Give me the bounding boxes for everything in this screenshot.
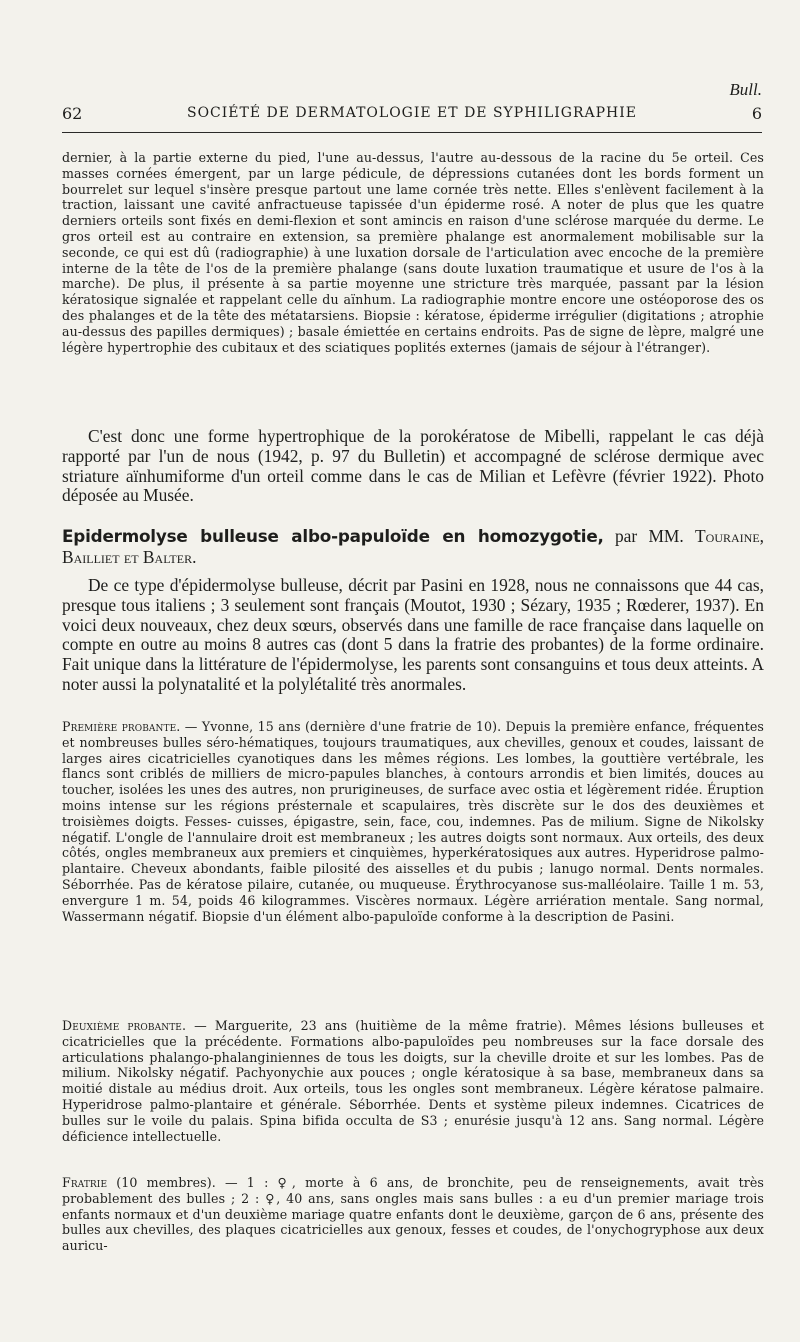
running-title: SOCIÉTÉ DE DERMATOLOGIE ET DE SYPHILIGRAPHIE <box>186 105 637 121</box>
header-rule <box>62 132 762 133</box>
bulletin-marker: Bull. <box>729 80 762 99</box>
second-proband-label: Deuxième probante. <box>62 1018 187 1033</box>
second-proband-paragraph <box>62 1018 764 1144</box>
byline-prefix: par MM. <box>614 526 684 546</box>
page-number: 62 <box>62 104 83 123</box>
first-proband-paragraph <box>62 719 764 924</box>
article-heading <box>62 526 764 568</box>
case-continuation-paragraph: dernier, à la partie externe du pied, l'une au-dessus, l'autre au-dessous de la racine du 5e orteil. Ces masses cornées émergent, par un large pédicule, de dépressions cutanées dont les bords forment un bourrelet sur lequel s'insère presque partout une lame cornée très nette. Elles s'enlèvent facilement à la traction, laissant une cavité anfractueuse tapissée d'un épiderme rosé. A noter de plus que les quatre derniers orteils sont fixés en demi-flexion et sont amincis en raison d'une sclérose marquée du derme. Le gros orteil est au contraire en extension, sa première phalange est anormalement mobilisable sur la seconde, ce qui est dû (radiographie) à une luxation dorsale de l'articulation avec encoche de la première interne de la tête de l'os de la première phalange (sans doute luxation traumatique et usure de l'os à la marche). De plus, il présente à sa partie moyenne une stricture très marquée, passant par la lésion kératosique signalée et rappelant celle du aïnhum. La radiographie montre encore une ostéoporose des os des phalanges et de la tête des métatarsiens. Biopsie : kératose, épiderme irrégulier (digitations ; atrophie au-dessus des papilles dermiques) ; basale émiettée en certains endroits. Pas de signe de lèpre, malgré une légère hypertrophie des cubitaux et des sciatiques poplités externes (jamais de séjour à l'étranger). <box>62 150 764 355</box>
article-title: Epidermolyse bulleuse albo-papuloïde en homozygotie, <box>62 526 604 546</box>
second-proband-text: — Marguerite, 23 ans (huitième de la même fratrie). Mêmes lésions bulleuses et cicatricielles que la précédente. Formations albo-papuloïdes peu nombreuses sur la face dorsale des articulations phalango-phalanginiennes de tous les doigts, sur la cheville droite et sur les lombes. Pas de milium. Nikolsky négatif. Pachyonychie aux pouces ; ongle kératosique à sa base, membraneux dans sa moitié distale au médius droit. Aux orteils, tous les ongles sont membraneux. Légère kératose palmaire. Hyperidrose palmo-plantaire et générale. Séborrhée. Dents et système pileux indemnes. Cicatrices de bulles sur le voile du palais. Spina bifida occulta de S3 ; enurésie jusqu'à 12 ans. Sang normal. Légère déficience intellectuelle. <box>62 1018 764 1144</box>
conclusion-paragraph: C'est donc une forme hypertrophique de la porokératose de Mibelli, rappelant le cas déjà rapporté par l'un de nous (1942, p. 97 du Bulletin) et accompagné de sclérose dermique avec striature aïnhumiforme d'un orteil comme dans le cas de Milian et Lefèvre (février 1922). Photo déposée au Musée. <box>62 426 764 506</box>
first-proband-label: Première probante. <box>62 719 181 734</box>
first-proband-text: — Yvonne, 15 ans (dernière d'une fratrie de 10). Depuis la première enfance, fréquentes et nombreuses bulles séro-hématiques, toujours traumatiques, aux chevilles, genoux et coudes, laissant de larges aires cicatricielles cyanotiques dans les mêmes régions. Les lombes, la gouttière vertébrale, les flancs sont criblés de milliers de micro-papules blanches, à contours arrondis et bien limités, douces au toucher, isolées les unes des autres, non prurigineuses, de surface avec ostia et légèrement ridée. Éruption moins intense sur les régions présternale et scapulaires, très discrète sur le dos des deuxièmes et troisièmes doigts. Fesses- cuisses, épigastre, sein, face, cou, indemnes. Pas de milium. Signe de Nikolsky négatif. L'ongle de l'annulaire droit est membraneux ; les autres doigts sont normaux. Aux orteils, des deux côtés, ongles membraneux aux premiers et cinquièmes, hyperkératosiques aux autres. Hyperidrose palmo-plantaire. Cheveux abondants, faible pilosité des aisselles et du pubis ; lanugo normal. Dents normales. Séborrhée. Pas de kératose pilaire, cutanée, ou muqueuse. Érythrocyanose sus-malléolaire. Taille 1 m. 53, envergure 1 m. 54, poids 46 kilogrammes. Viscères normaux. Légère arriération mentale. Sang normal, Wassermann négatif. Biopsie d'un élément albo-papuloïde conforme à la description de Pasini. <box>62 719 764 924</box>
article-authors: Touraine, Bailliet et Balter. <box>62 526 764 567</box>
fratrie-text: (10 membres). — 1 : ♀, morte à 6 ans, de bronchite, peu de renseignements, avait très probablement des bulles ; 2 : ♀, 40 ans, sans ongles mais sans bulles : a eu d'un premier mariage trois enfants normaux et d'un deuxième mariage quatre enfants dont le deuxième, garçon de 6 ans, présente des bulles aux chevilles, des plaques cicatricielles aux genoux, fesses et coudes, de l'onychogryphose aux deux auricu- <box>62 1175 764 1254</box>
intro-paragraph: De ce type d'épidermolyse bulleuse, décrit par Pasini en 1928, nous ne connaissons que 44 cas, presque tous italiens ; 3 seulement sont français (Moutot, 1930 ; Sézary, 1935 ; Rœderer, 1937). En voici deux nouveaux, chez deux sœurs, observés dans une famille de race française dans laquelle on compte en outre au moins 8 autres cas (dont 5 dans la fratrie des probantes) de la forme ordinaire. Fait unique dans la littérature de l'épidermolyse, les parents sont consanguins et tous deux atteints. A noter aussi la polynatalité et la polylétalité très anormales. <box>62 575 764 694</box>
running-header <box>62 104 762 128</box>
issue-number: 6 <box>751 104 762 123</box>
fratrie-paragraph <box>62 1175 764 1254</box>
fratrie-label: Fratrie <box>62 1175 108 1190</box>
